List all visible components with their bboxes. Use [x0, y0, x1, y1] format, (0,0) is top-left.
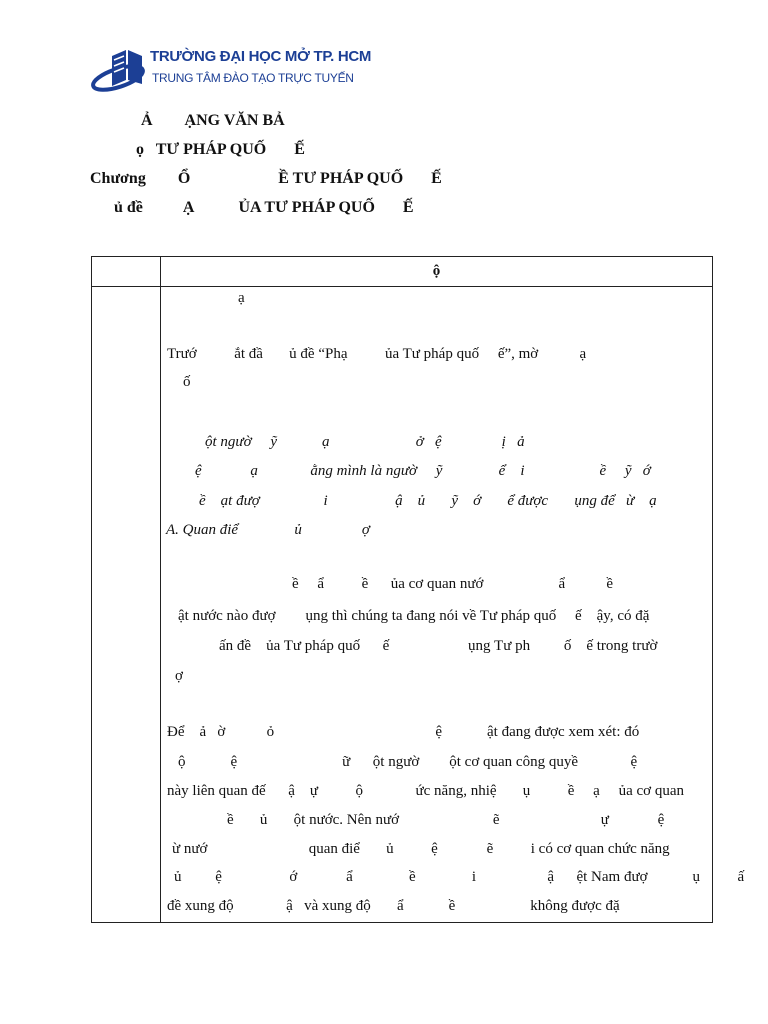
table-line: Để ả ờ ỏ ệ ật đang được xem xét: đó [167, 724, 640, 740]
table-line: này liên quan đế ậ ự ộ ức năng, nhiệ ụ ề ạ ủa cơ quan [167, 783, 684, 799]
table-line: ố [183, 374, 191, 390]
university-logo [90, 44, 372, 96]
doc-topic-title: ủ đề Ạ ỦA TƯ PHÁP QUỐ Ế [114, 199, 414, 216]
book-emblem-icon [90, 46, 152, 94]
doc-chapter-title: Chương Ổ Ề TƯ PHÁP QUỐ Ế [90, 170, 442, 187]
table-line: ạ [238, 290, 245, 306]
table-line: ề ẩ ề ủa cơ quan nướ ẩ ề [292, 576, 614, 592]
table-line: ộ ệ ữ ột ngườ ột cơ quan công quyề ệ [178, 754, 638, 770]
doc-title-line-2: ọ TƯ PHÁP QUỐ Ế [136, 141, 305, 158]
table-line: A. Quan điể ủ ợ [166, 522, 370, 538]
table-header-cell: ộ [432, 263, 441, 279]
table-line: ủ ệ ớ ẩ ề i ậ ệt Nam đượ ụ ấ [174, 869, 745, 885]
table-line: Trướ ắt đầ ủ đề “Phạ ủa Tư pháp quố ế”, mờ ạ [167, 346, 587, 362]
table-line: ấn đề ủa Tư pháp quố ế ụng Tư ph ố ế trong trườ [219, 638, 658, 654]
table-line: ợ [175, 668, 183, 684]
logo-center-name: TRUNG TÂM ĐÀO TẠO TRỰC TUYẾN [152, 71, 354, 85]
table-line: ệ ạ ằng mình là ngườ ỹ ể i ề ỹ ớ [195, 463, 651, 479]
table-line: ề ạt đượ i ậ ủ ỹ ớ ể được ụng để ừ ạ [199, 493, 657, 509]
table-line: ừ nướ quan điể ủ ệ ẽ i có cơ quan chức năng [172, 841, 670, 857]
table-line: ật nước nào đượ ụng thì chúng ta đang nói về Tư pháp quố ế ậy, có đặ [178, 608, 650, 624]
table-column-divider [160, 257, 161, 922]
table-header-divider [92, 286, 712, 287]
content-table [91, 256, 745, 923]
table-line: ột ngườ ỹ ạ ở ệ ị ả [205, 434, 525, 450]
doc-title-line-1: Ả ẠNG VĂN BẢ [141, 112, 285, 129]
table-line: ề ủ ột nước. Nên nướ ẽ ự ệ [227, 812, 665, 828]
table-line: đề xung độ ậ và xung độ ẩ ề không được đặ [167, 898, 620, 914]
logo-university-name: TRƯỜNG ĐẠI HỌC MỞ TP. HCM [150, 48, 372, 65]
